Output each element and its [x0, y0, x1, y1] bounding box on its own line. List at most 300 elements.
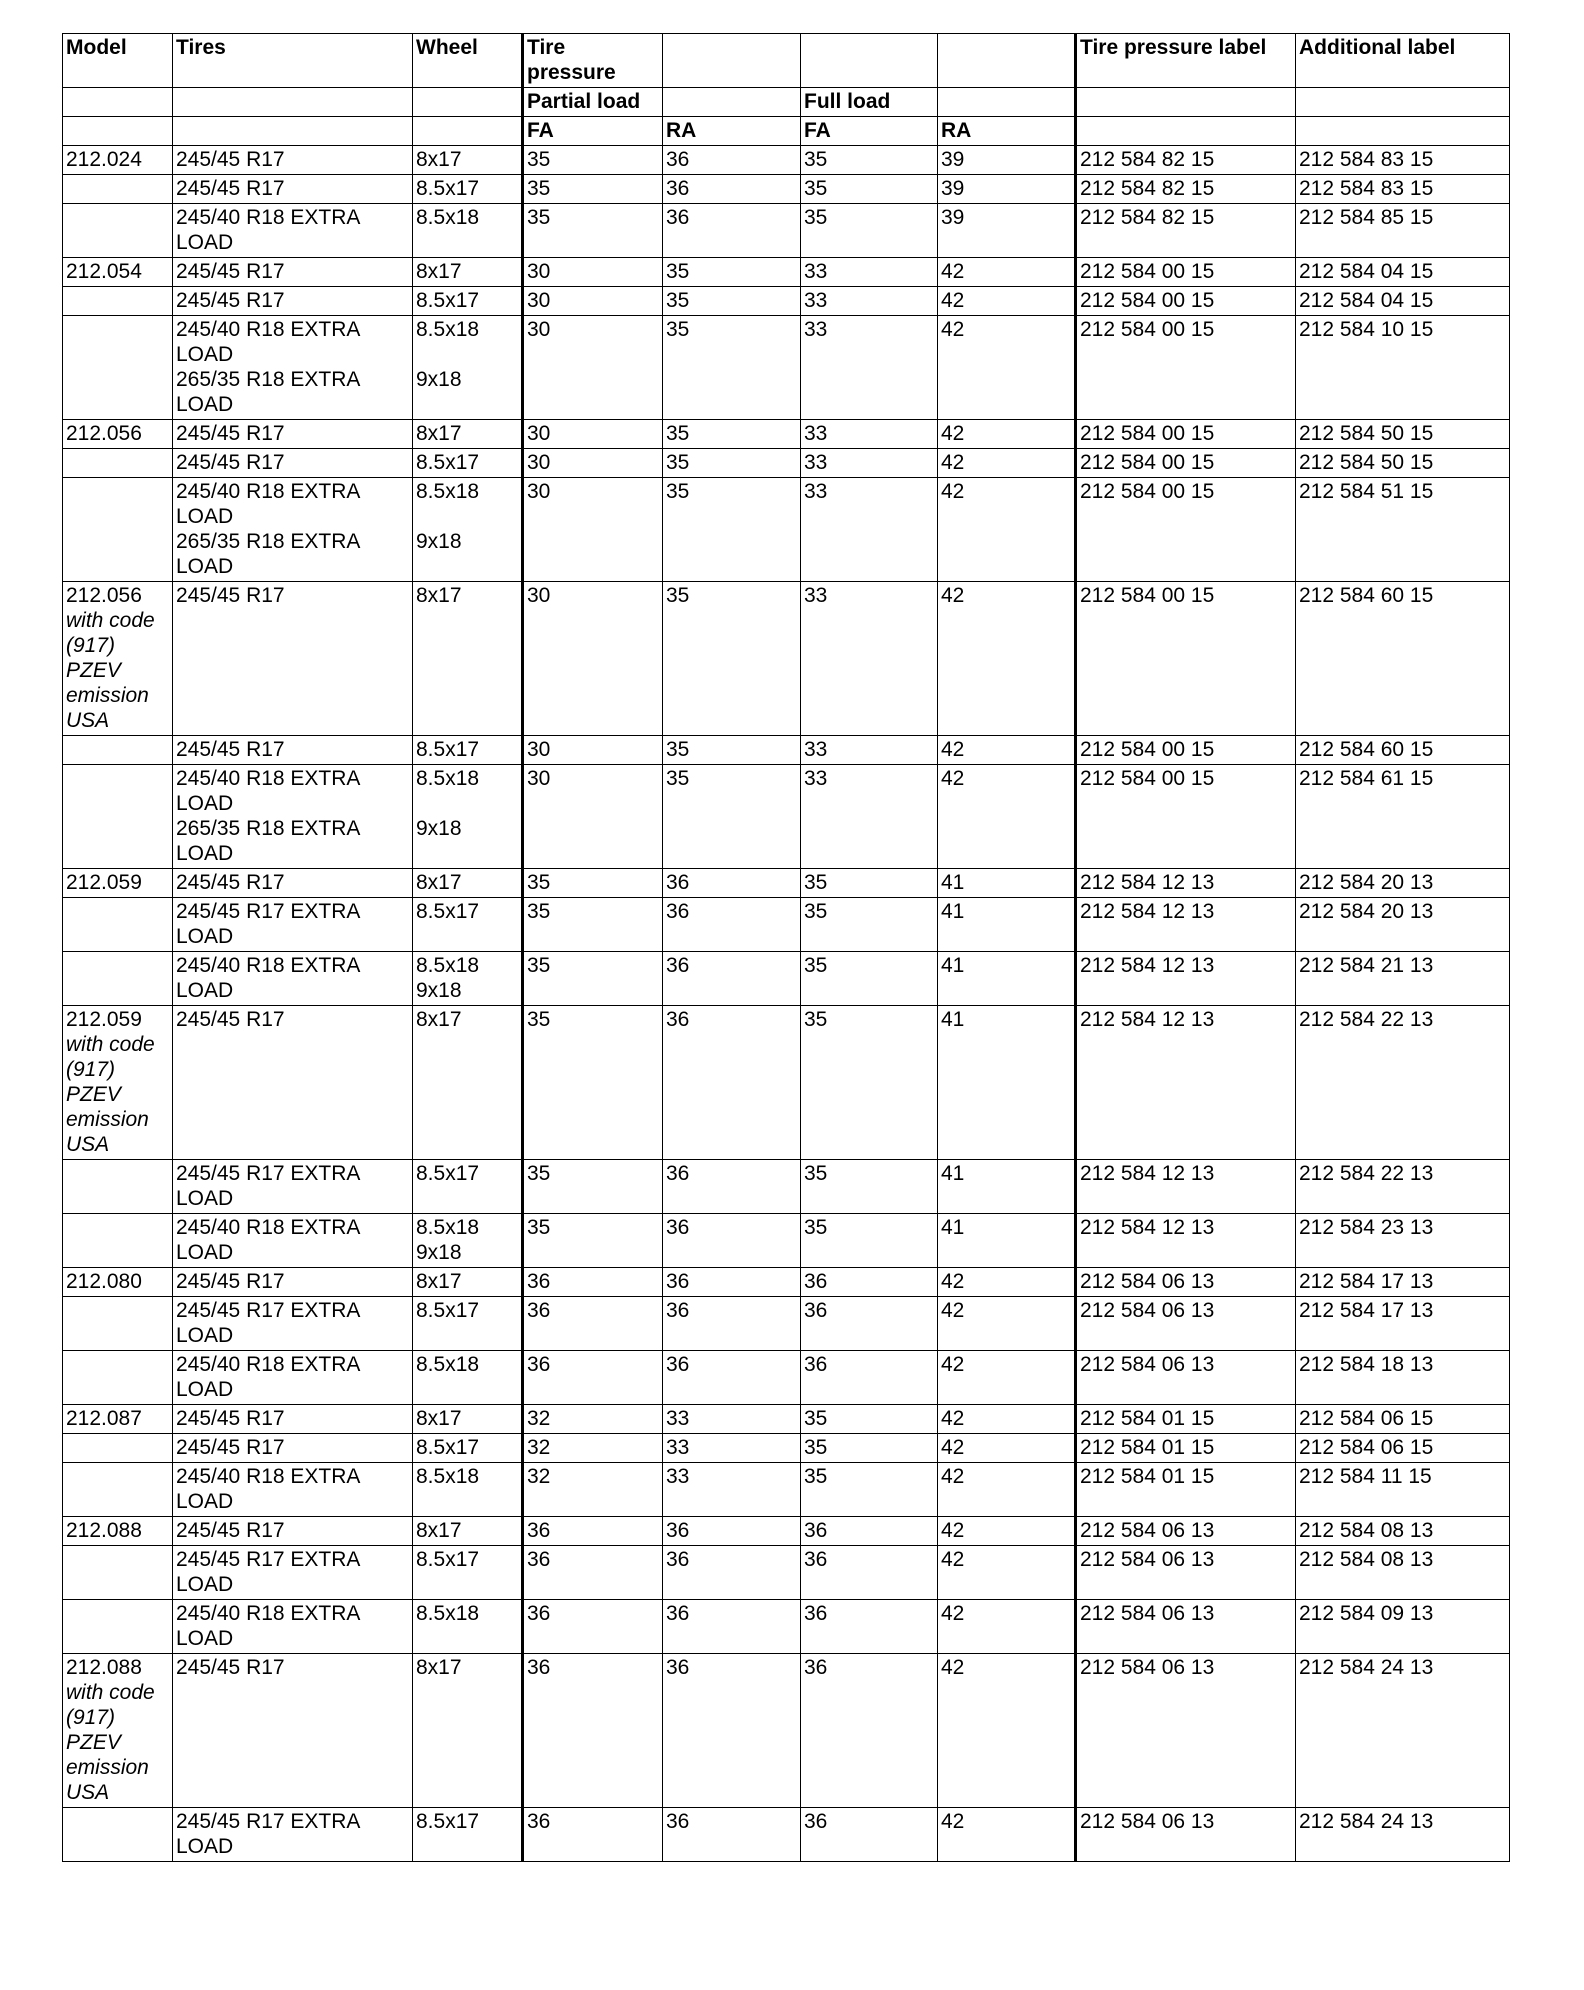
model-cell [63, 146, 173, 175]
full-fa-cell: 35 [801, 1434, 938, 1463]
model-cell [63, 1463, 173, 1517]
tire-pressure-label-cell: 212 584 12 13 [1076, 952, 1296, 1006]
tire-pressure-label-cell: 212 584 00 15 [1076, 736, 1296, 765]
model-cell [63, 1297, 173, 1351]
additional-label-cell: 212 584 21 13 [1296, 952, 1510, 1006]
tire-pressure-label-cell: 212 584 06 13 [1076, 1268, 1296, 1297]
tire-pressure-label-cell: 212 584 06 13 [1076, 1808, 1296, 1862]
partial-fa-cell: 36 [523, 1517, 663, 1546]
wheel-cell: 8x17 [413, 1405, 523, 1434]
partial-ra-cell: 36 [663, 952, 801, 1006]
tires-cell: 245/45 R17 [173, 582, 413, 736]
full-ra-cell: 42 [938, 287, 1076, 316]
full-ra-cell: 42 [938, 449, 1076, 478]
wheel-cell: 8.5x18 [413, 1463, 523, 1517]
table-row [63, 736, 1510, 765]
full-fa-cell: 35 [801, 175, 938, 204]
tires-cell: 245/45 R17 [173, 287, 413, 316]
partial-fa-cell: 30 [523, 449, 663, 478]
tires-cell: 245/45 R17 [173, 736, 413, 765]
additional-label-cell: 212 584 24 13 [1296, 1654, 1510, 1808]
tire-pressure-label-cell: 212 584 00 15 [1076, 287, 1296, 316]
tire-pressure-label-cell: 212 584 12 13 [1076, 898, 1296, 952]
full-fa-cell: 36 [801, 1600, 938, 1654]
additional-label-cell: 212 584 85 15 [1296, 204, 1510, 258]
model-cell [63, 287, 173, 316]
tires-cell: 245/40 R18 EXTRA LOAD [173, 1600, 413, 1654]
header-cell [1296, 117, 1510, 146]
wheel-cell: 8.5x18 [413, 1600, 523, 1654]
partial-fa-cell: 36 [523, 1654, 663, 1808]
table-row [63, 478, 1510, 582]
additional-label-cell: 212 584 11 15 [1296, 1463, 1510, 1517]
wheel-cell: 8x17 [413, 1006, 523, 1160]
full-ra-cell: 42 [938, 1463, 1076, 1517]
full-fa-cell: 35 [801, 1160, 938, 1214]
full-ra-cell: 39 [938, 204, 1076, 258]
partial-fa-cell: 36 [523, 1546, 663, 1600]
model-cell [63, 175, 173, 204]
header-full-blank [801, 34, 938, 88]
tire-pressure-label-cell: 212 584 00 15 [1076, 449, 1296, 478]
model-number: 212.080 [66, 1270, 142, 1293]
wheel-cell: 8.5x17 [413, 1434, 523, 1463]
tire-pressure-label-cell: 212 584 00 15 [1076, 765, 1296, 869]
partial-ra-cell: 36 [663, 1268, 801, 1297]
tire-pressure-label-cell: 212 584 01 15 [1076, 1463, 1296, 1517]
full-ra-cell: 42 [938, 1808, 1076, 1862]
full-ra-cell: 42 [938, 1517, 1076, 1546]
tire-pressure-label-cell: 212 584 00 15 [1076, 478, 1296, 582]
model-number: 212.024 [66, 148, 142, 171]
partial-ra-cell: 36 [663, 175, 801, 204]
wheel-cell: 8.5x18 9x18 [413, 316, 523, 420]
tire-pressure-label-cell: 212 584 12 13 [1076, 1160, 1296, 1214]
partial-fa-cell: 32 [523, 1405, 663, 1434]
additional-label-cell: 212 584 60 15 [1296, 582, 1510, 736]
wheel-cell: 8x17 [413, 146, 523, 175]
partial-fa-cell: 32 [523, 1463, 663, 1517]
additional-label-cell: 212 584 04 15 [1296, 258, 1510, 287]
header-cell: Full load [801, 88, 938, 117]
model-cell [63, 449, 173, 478]
partial-fa-cell: 30 [523, 478, 663, 582]
tires-cell: 245/45 R17 EXTRA LOAD [173, 1808, 413, 1862]
table-row [63, 258, 1510, 287]
model-cell [63, 1268, 173, 1297]
tire-pressure-label-cell: 212 584 06 13 [1076, 1600, 1296, 1654]
model-cell [63, 765, 173, 869]
model-cell [63, 420, 173, 449]
tire-pressure-label-cell: 212 584 00 15 [1076, 582, 1296, 736]
additional-label-cell: 212 584 50 15 [1296, 449, 1510, 478]
header-tires: Tires [173, 34, 413, 88]
tires-cell: 245/45 R17 [173, 1006, 413, 1160]
tire-pressure-label-cell: 212 584 06 13 [1076, 1654, 1296, 1808]
wheel-cell: 8x17 [413, 1517, 523, 1546]
full-fa-cell: 33 [801, 420, 938, 449]
header-additional-label: Additional label [1296, 34, 1510, 88]
additional-label-cell: 212 584 17 13 [1296, 1297, 1510, 1351]
model-number: 212.087 [66, 1407, 142, 1430]
tires-cell: 245/45 R17 [173, 420, 413, 449]
partial-fa-cell: 35 [523, 952, 663, 1006]
tire-pressure-label-cell: 212 584 82 15 [1076, 146, 1296, 175]
full-fa-cell: 35 [801, 869, 938, 898]
full-ra-cell: 39 [938, 146, 1076, 175]
table-row [63, 1654, 1510, 1808]
wheel-cell: 8.5x18 9x18 [413, 1214, 523, 1268]
wheel-cell: 8.5x17 [413, 449, 523, 478]
additional-label-cell: 212 584 09 13 [1296, 1600, 1510, 1654]
model-cell [63, 1006, 173, 1160]
full-ra-cell: 42 [938, 1434, 1076, 1463]
partial-fa-cell: 30 [523, 287, 663, 316]
full-ra-cell: 41 [938, 1160, 1076, 1214]
full-ra-cell: 42 [938, 1600, 1076, 1654]
partial-ra-cell: 36 [663, 1808, 801, 1862]
wheel-cell: 8.5x17 [413, 287, 523, 316]
additional-label-cell: 212 584 08 13 [1296, 1517, 1510, 1546]
model-number: 212.054 [66, 260, 142, 283]
table-row [63, 869, 1510, 898]
partial-ra-cell: 36 [663, 1351, 801, 1405]
header-cell: FA [523, 117, 663, 146]
partial-fa-cell: 36 [523, 1268, 663, 1297]
full-fa-cell: 35 [801, 1463, 938, 1517]
tire-pressure-label-cell: 212 584 01 15 [1076, 1405, 1296, 1434]
full-ra-cell: 42 [938, 1297, 1076, 1351]
tires-cell: 245/40 R18 EXTRA LOAD [173, 1351, 413, 1405]
full-ra-cell: 42 [938, 1654, 1076, 1808]
tires-cell: 245/40 R18 EXTRA LOAD 265/35 R18 EXTRA LOAD [173, 316, 413, 420]
tires-cell: 245/45 R17 [173, 1517, 413, 1546]
tire-pressure-label-cell: 212 584 00 15 [1076, 258, 1296, 287]
model-cell [63, 258, 173, 287]
partial-ra-cell: 35 [663, 765, 801, 869]
partial-fa-cell: 30 [523, 316, 663, 420]
header-ra2-blank [938, 34, 1076, 88]
model-number: 212.059 [66, 1008, 142, 1031]
table-row [63, 1006, 1510, 1160]
header-cell [63, 88, 173, 117]
tires-cell: 245/45 R17 [173, 146, 413, 175]
partial-ra-cell: 36 [663, 1600, 801, 1654]
model-note: with code (917) PZEV emission USA [66, 609, 155, 732]
full-fa-cell: 36 [801, 1351, 938, 1405]
model-note: with code (917) PZEV emission USA [66, 1681, 155, 1804]
tires-cell: 245/45 R17 [173, 258, 413, 287]
tires-cell: 245/40 R18 EXTRA LOAD [173, 1463, 413, 1517]
table-row [63, 1546, 1510, 1600]
additional-label-cell: 212 584 83 15 [1296, 146, 1510, 175]
wheel-cell: 8.5x18 9x18 [413, 765, 523, 869]
full-fa-cell: 35 [801, 1214, 938, 1268]
partial-ra-cell: 35 [663, 478, 801, 582]
full-fa-cell: 36 [801, 1654, 938, 1808]
partial-ra-cell: 36 [663, 1160, 801, 1214]
tire-pressure-label-cell: 212 584 12 13 [1076, 1006, 1296, 1160]
tires-cell: 245/40 R18 EXTRA LOAD [173, 204, 413, 258]
table-row [63, 765, 1510, 869]
model-note: with code (917) PZEV emission USA [66, 1033, 155, 1156]
full-ra-cell: 41 [938, 869, 1076, 898]
additional-label-cell: 212 584 24 13 [1296, 1808, 1510, 1862]
model-cell [63, 204, 173, 258]
tire-pressure-label-cell: 212 584 12 13 [1076, 869, 1296, 898]
table-row [63, 1405, 1510, 1434]
partial-ra-cell: 36 [663, 1214, 801, 1268]
model-cell [63, 1600, 173, 1654]
header-cell [1076, 117, 1296, 146]
wheel-cell: 8.5x18 9x18 [413, 952, 523, 1006]
partial-ra-cell: 35 [663, 258, 801, 287]
wheel-cell: 8.5x17 [413, 1808, 523, 1862]
tire-pressure-label-cell: 212 584 82 15 [1076, 175, 1296, 204]
partial-fa-cell: 36 [523, 1600, 663, 1654]
header-pressure: Tire pressure [523, 34, 663, 88]
full-fa-cell: 33 [801, 478, 938, 582]
full-fa-cell: 35 [801, 1405, 938, 1434]
full-ra-cell: 42 [938, 765, 1076, 869]
tire-pressure-label-cell: 212 584 06 13 [1076, 1517, 1296, 1546]
full-ra-cell: 42 [938, 1546, 1076, 1600]
table-row [63, 204, 1510, 258]
additional-label-cell: 212 584 20 13 [1296, 898, 1510, 952]
additional-label-cell: 212 584 22 13 [1296, 1160, 1510, 1214]
tire-pressure-label-cell: 212 584 00 15 [1076, 316, 1296, 420]
model-number: 212.056 [66, 422, 142, 445]
table-row [63, 1214, 1510, 1268]
partial-ra-cell: 36 [663, 146, 801, 175]
header-cell [663, 88, 801, 117]
partial-ra-cell: 36 [663, 1654, 801, 1808]
header-cell [413, 88, 523, 117]
full-ra-cell: 41 [938, 898, 1076, 952]
tires-cell: 245/45 R17 [173, 869, 413, 898]
partial-fa-cell: 36 [523, 1351, 663, 1405]
table-row [63, 952, 1510, 1006]
partial-fa-cell: 30 [523, 258, 663, 287]
full-ra-cell: 41 [938, 1214, 1076, 1268]
partial-ra-cell: 36 [663, 1297, 801, 1351]
full-fa-cell: 36 [801, 1268, 938, 1297]
additional-label-cell: 212 584 22 13 [1296, 1006, 1510, 1160]
table-row [63, 316, 1510, 420]
table-row [63, 1517, 1510, 1546]
full-ra-cell: 41 [938, 952, 1076, 1006]
model-number: 212.059 [66, 871, 142, 894]
partial-fa-cell: 35 [523, 175, 663, 204]
full-fa-cell: 33 [801, 582, 938, 736]
partial-fa-cell: 35 [523, 1214, 663, 1268]
additional-label-cell: 212 584 61 15 [1296, 765, 1510, 869]
table-row [63, 420, 1510, 449]
full-fa-cell: 35 [801, 204, 938, 258]
additional-label-cell: 212 584 18 13 [1296, 1351, 1510, 1405]
tires-cell: 245/45 R17 EXTRA LOAD [173, 1546, 413, 1600]
additional-label-cell: 212 584 60 15 [1296, 736, 1510, 765]
wheel-cell: 8.5x17 [413, 736, 523, 765]
full-fa-cell: 33 [801, 765, 938, 869]
partial-ra-cell: 33 [663, 1405, 801, 1434]
partial-fa-cell: 35 [523, 898, 663, 952]
model-cell [63, 869, 173, 898]
tires-cell: 245/40 R18 EXTRA LOAD 265/35 R18 EXTRA LOAD [173, 478, 413, 582]
table-row [63, 1600, 1510, 1654]
partial-ra-cell: 35 [663, 582, 801, 736]
full-fa-cell: 36 [801, 1808, 938, 1862]
tires-cell: 245/45 R17 [173, 1405, 413, 1434]
additional-label-cell: 212 584 51 15 [1296, 478, 1510, 582]
header-model: Model [63, 34, 173, 88]
table-row [63, 1463, 1510, 1517]
partial-ra-cell: 36 [663, 869, 801, 898]
wheel-cell: 8.5x18 [413, 204, 523, 258]
table-row [63, 582, 1510, 736]
partial-ra-cell: 35 [663, 736, 801, 765]
tires-cell: 245/45 R17 [173, 449, 413, 478]
header-cell: RA [938, 117, 1076, 146]
partial-ra-cell: 35 [663, 449, 801, 478]
full-ra-cell: 41 [938, 1006, 1076, 1160]
partial-ra-cell: 36 [663, 898, 801, 952]
full-fa-cell: 35 [801, 146, 938, 175]
header-tire-pressure-label: Tire pressure label [1076, 34, 1296, 88]
model-cell [63, 1654, 173, 1808]
header-ra-blank [663, 34, 801, 88]
wheel-cell: 8.5x17 [413, 175, 523, 204]
full-fa-cell: 33 [801, 258, 938, 287]
model-cell [63, 478, 173, 582]
table-row [63, 1434, 1510, 1463]
wheel-cell: 8x17 [413, 582, 523, 736]
header-cell [173, 88, 413, 117]
full-ra-cell: 42 [938, 1405, 1076, 1434]
wheel-cell: 8x17 [413, 1268, 523, 1297]
partial-fa-cell: 30 [523, 582, 663, 736]
model-cell [63, 316, 173, 420]
header-cell: FA [801, 117, 938, 146]
tires-cell: 245/40 R18 EXTRA LOAD [173, 1214, 413, 1268]
partial-fa-cell: 35 [523, 869, 663, 898]
partial-ra-cell: 33 [663, 1434, 801, 1463]
partial-ra-cell: 36 [663, 204, 801, 258]
table-row [63, 1268, 1510, 1297]
additional-label-cell: 212 584 06 15 [1296, 1405, 1510, 1434]
tires-cell: 245/45 R17 [173, 1654, 413, 1808]
full-fa-cell: 33 [801, 736, 938, 765]
table-row [63, 1808, 1510, 1862]
table-row [63, 175, 1510, 204]
tire-pressure-label-cell: 212 584 12 13 [1076, 1214, 1296, 1268]
wheel-cell: 8x17 [413, 420, 523, 449]
tire-pressure-label-cell: 212 584 00 15 [1076, 420, 1296, 449]
partial-ra-cell: 36 [663, 1546, 801, 1600]
model-cell [63, 582, 173, 736]
tire-pressure-label-cell: 212 584 06 13 [1076, 1351, 1296, 1405]
header-cell [1076, 88, 1296, 117]
wheel-cell: 8x17 [413, 258, 523, 287]
full-fa-cell: 36 [801, 1297, 938, 1351]
table-body [63, 34, 1510, 1862]
model-cell [63, 1517, 173, 1546]
model-cell [63, 1160, 173, 1214]
table-row [63, 898, 1510, 952]
header-cell [173, 117, 413, 146]
model-number: 212.088 [66, 1519, 142, 1542]
partial-fa-cell: 35 [523, 146, 663, 175]
partial-ra-cell: 33 [663, 1463, 801, 1517]
full-ra-cell: 42 [938, 258, 1076, 287]
wheel-cell: 8x17 [413, 869, 523, 898]
additional-label-cell: 212 584 08 13 [1296, 1546, 1510, 1600]
additional-label-cell: 212 584 23 13 [1296, 1214, 1510, 1268]
full-ra-cell: 42 [938, 736, 1076, 765]
full-fa-cell: 33 [801, 449, 938, 478]
tires-cell: 245/40 R18 EXTRA LOAD [173, 952, 413, 1006]
header-row [63, 88, 1510, 117]
tire-pressure-label-cell: 212 584 01 15 [1076, 1434, 1296, 1463]
additional-label-cell: 212 584 10 15 [1296, 316, 1510, 420]
full-fa-cell: 35 [801, 898, 938, 952]
header-cell [63, 117, 173, 146]
full-ra-cell: 42 [938, 316, 1076, 420]
additional-label-cell: 212 584 83 15 [1296, 175, 1510, 204]
header-cell [413, 117, 523, 146]
tires-cell: 245/40 R18 EXTRA LOAD 265/35 R18 EXTRA LOAD [173, 765, 413, 869]
model-cell [63, 1405, 173, 1434]
full-ra-cell: 42 [938, 582, 1076, 736]
model-cell [63, 898, 173, 952]
tires-cell: 245/45 R17 EXTRA LOAD [173, 898, 413, 952]
full-ra-cell: 42 [938, 478, 1076, 582]
partial-fa-cell: 36 [523, 1808, 663, 1862]
tire-pressure-label-cell: 212 584 06 13 [1076, 1297, 1296, 1351]
model-cell [63, 1434, 173, 1463]
model-cell [63, 1214, 173, 1268]
table-row [63, 287, 1510, 316]
model-number: 212.056 [66, 584, 142, 607]
full-fa-cell: 33 [801, 287, 938, 316]
full-fa-cell: 35 [801, 1006, 938, 1160]
additional-label-cell: 212 584 04 15 [1296, 287, 1510, 316]
header-cell [938, 88, 1076, 117]
additional-label-cell: 212 584 20 13 [1296, 869, 1510, 898]
additional-label-cell: 212 584 17 13 [1296, 1268, 1510, 1297]
tire-pressure-table [62, 33, 1510, 1862]
header-row [63, 117, 1510, 146]
full-fa-cell: 36 [801, 1546, 938, 1600]
table-row [63, 1297, 1510, 1351]
partial-ra-cell: 35 [663, 287, 801, 316]
wheel-cell: 8.5x17 [413, 1546, 523, 1600]
tires-cell: 245/45 R17 EXTRA LOAD [173, 1297, 413, 1351]
tire-pressure-label-cell: 212 584 82 15 [1076, 204, 1296, 258]
full-fa-cell: 33 [801, 316, 938, 420]
full-ra-cell: 42 [938, 1351, 1076, 1405]
tires-cell: 245/45 R17 [173, 1268, 413, 1297]
additional-label-cell: 212 584 50 15 [1296, 420, 1510, 449]
table-row [63, 1351, 1510, 1405]
table-row [63, 1160, 1510, 1214]
full-ra-cell: 42 [938, 420, 1076, 449]
wheel-cell: 8.5x17 [413, 898, 523, 952]
wheel-cell: 8.5x18 [413, 1351, 523, 1405]
partial-ra-cell: 36 [663, 1006, 801, 1160]
header-cell [1296, 88, 1510, 117]
partial-fa-cell: 35 [523, 1160, 663, 1214]
